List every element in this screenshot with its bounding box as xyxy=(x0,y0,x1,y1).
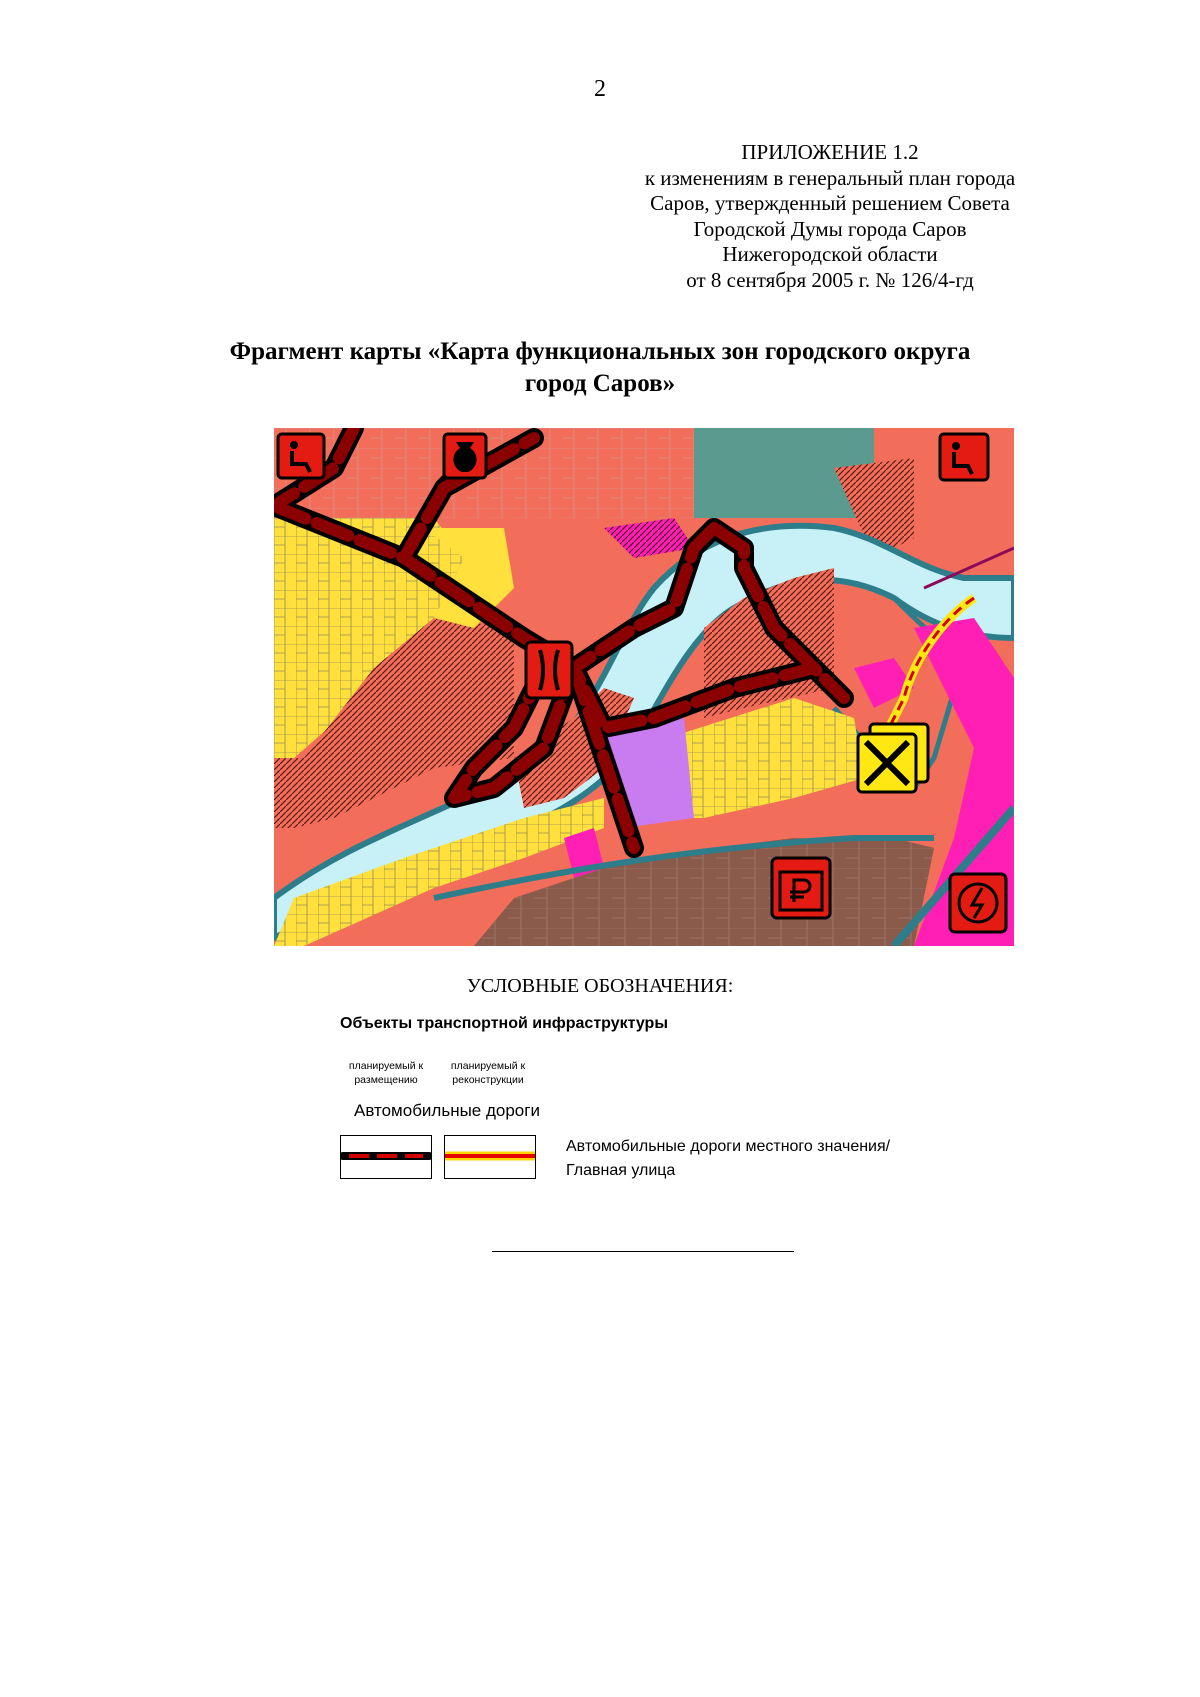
document-title-line: Фрагмент карты «Карта функциональных зон городского округа xyxy=(229,338,971,365)
document-title-line: город Саров» xyxy=(524,370,676,397)
appendix-line: Саров, утвержденный решением Совета xyxy=(650,191,1010,215)
legend-column-label: планируемый к xyxy=(348,1060,424,1072)
legend-swatch-planned-road xyxy=(340,1135,432,1179)
legend-heading: УСЛОВНЫЕ ОБОЗНАЧЕНИЯ: xyxy=(466,975,734,997)
document-title xyxy=(180,336,1020,400)
legend-column-label: размещению xyxy=(354,1074,418,1086)
legend-description-line: Главная улица xyxy=(566,1162,676,1179)
appendix-line: Нижегородской области xyxy=(722,242,938,266)
legend-column-reconstruct xyxy=(438,1059,538,1087)
legend-description xyxy=(566,1135,890,1183)
wheelchair-icon xyxy=(278,434,324,478)
lightning-icon xyxy=(950,874,1006,932)
legend-swatch-reconstruct-road xyxy=(444,1135,536,1179)
wheelchair-icon xyxy=(940,434,988,480)
map-fragment xyxy=(274,428,1014,946)
legend-column-planned xyxy=(340,1059,432,1087)
legend-roads-label: Автомобильные дороги xyxy=(354,1101,540,1120)
appendix-line: от 8 сентября 2005 г. № 126/4-гд xyxy=(686,267,974,292)
bridge-icon xyxy=(526,642,572,698)
legend-column-label: планируемый к xyxy=(450,1060,526,1072)
appendix-line: ПРИЛОЖЕНИЕ 1.2 xyxy=(741,140,919,164)
page-number: 2 xyxy=(594,76,606,102)
appendix-line: к изменениям в генеральный план города xyxy=(644,165,1016,190)
appendix-header xyxy=(620,140,1040,293)
legend-group-title: Объекты транспортной инфраструктуры xyxy=(340,1015,668,1032)
ruble-icon xyxy=(772,858,830,918)
vase-icon xyxy=(444,434,486,478)
legend-column-label: реконструкции xyxy=(452,1074,524,1086)
legend-description-line: Автомобильные дороги местного значения/ xyxy=(566,1138,891,1155)
appendix-line: Городской Думы города Саров xyxy=(693,216,967,241)
footer-divider xyxy=(492,1251,794,1252)
crossroads-icon xyxy=(858,724,928,792)
